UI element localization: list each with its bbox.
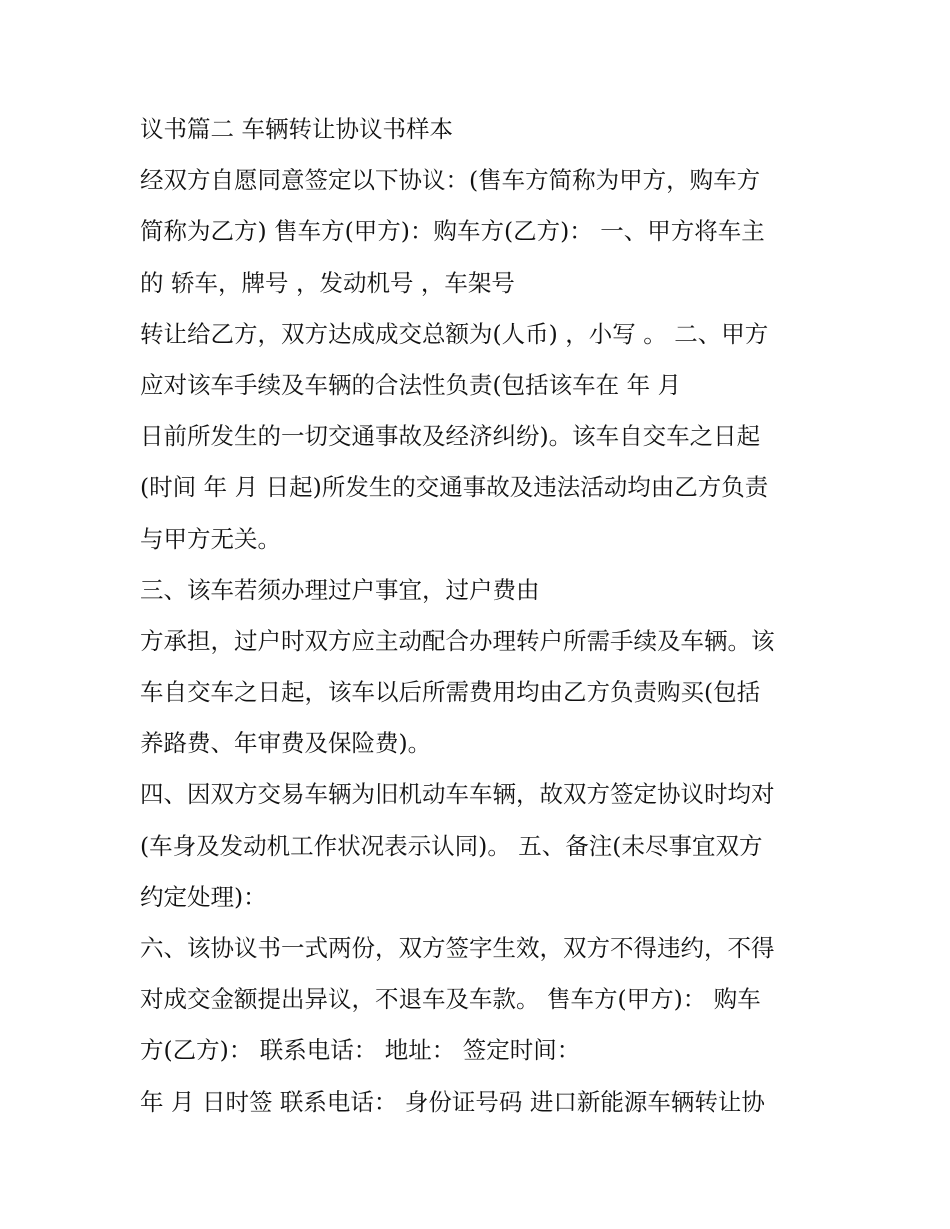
text-line: 经双方自愿同意签定以下协议：(售车方简称为甲方，购车方 [140, 166, 761, 195]
text-line: 约定处理)： [140, 882, 267, 911]
text-line: 应对该车手续及车辆的合法性负责(包括该车在 年 月 [140, 370, 682, 399]
text-line: 与甲方无关。 [140, 524, 281, 553]
text-line: 四、因双方交易车辆为旧机动车车辆，故双方签定协议时均对 [140, 780, 775, 809]
text-line: (时间 年 月 日起)所发生的交通事故及违法活动均由乙方负责 [140, 473, 769, 502]
text-line: 转让给乙方，双方达成成交总额为(人币) ，小写 。 二、甲方 [140, 319, 769, 348]
text-line: 简称为乙方) 售车方(甲方)：购车方(乙方)： 一、甲方将车主 [140, 217, 765, 246]
text-line: 日前所发生的一切交通事故及经济纠纷)。该车自交车之日起 [140, 422, 761, 451]
text-line: 方(乙方)： 联系电话： 地址： 签定时间： [140, 1036, 581, 1065]
text-line: 六、该协议书一式两份，双方签字生效，双方不得违约，不得 [140, 934, 775, 962]
text-line: (车身及发动机工作状况表示认同)。 五、备注(未尽事宜双方 [140, 831, 763, 860]
text-line: 对成交金额提出异议，不退车及车款。 售车方(甲方)： 购车 [140, 985, 761, 1014]
text-line: 议书篇二 车辆转让协议书样本 [140, 115, 453, 143]
text-line: 年 月 日时签 联系电话： 身份证号码 进口新能源车辆转让协 [140, 1087, 765, 1116]
text-line: 三、该车若须办理过户事宜，过户费由 [140, 575, 540, 604]
text-line: 方承担，过户时双方应主动配合办理转户所需手续及车辆。该 [140, 626, 775, 655]
text-line: 的 轿车，牌号 ，发动机号 ，车架号 [140, 268, 515, 297]
text-line: 养路费、年审费及保险费)。 [140, 729, 432, 758]
text-line: 车自交车之日起，该车以后所需费用均由乙方负责购买(包括 [140, 678, 761, 707]
document-body [140, 104, 830, 1128]
